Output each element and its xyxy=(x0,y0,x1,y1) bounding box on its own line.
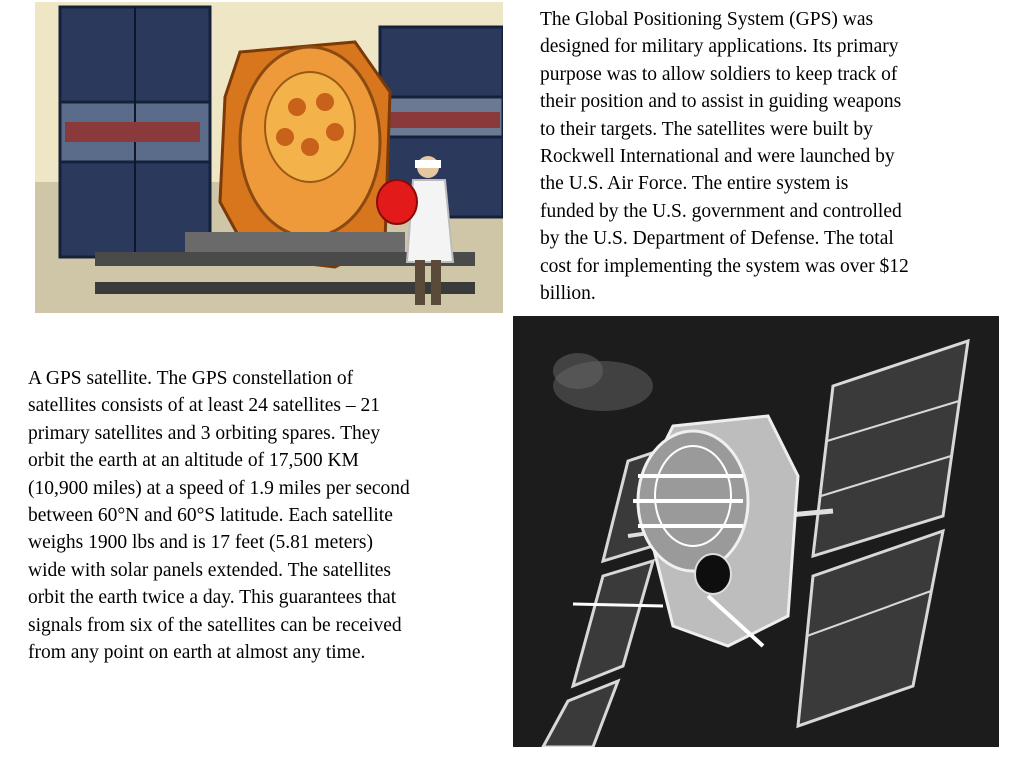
gps-intro-paragraph: The Global Positioning System (GPS) was designed for military applications. Its primary purpose was to allow soldiers to keep track of their position and to assist in guiding weapons to their targets. The satellites were built by Rockwell International and were launched by the U.S. Air Force. The entire system is funded by the U.S. government and controlled by the U.S. Department of Defense. The total cost for implementing the system was over $12 billion. xyxy=(540,9,909,305)
satellite-assembly-photo xyxy=(35,2,503,313)
satellite-in-orbit-photo xyxy=(513,316,999,747)
gps-satellite-paragraph: A GPS satellite. The GPS constellation of satellites consists of at least 24 satellites – 21 primary satellites and 3 orbiting spares. They orbit the earth at an altitude of 17,500 KM (10,900 miles) at a speed of 1.9 miles per second between 60°N and 60°S latitude. Each satellite weighs 1900 lbs and is 17 feet (5.81 meters) wide with solar panels extended. The satellites orbit the earth twice a day. This guarantees that signals from six of the satellites can be received from any point on earth at almost any time. xyxy=(28,368,410,664)
satellite-photo-icon xyxy=(513,316,999,747)
satellite-photo-icon xyxy=(35,2,503,313)
